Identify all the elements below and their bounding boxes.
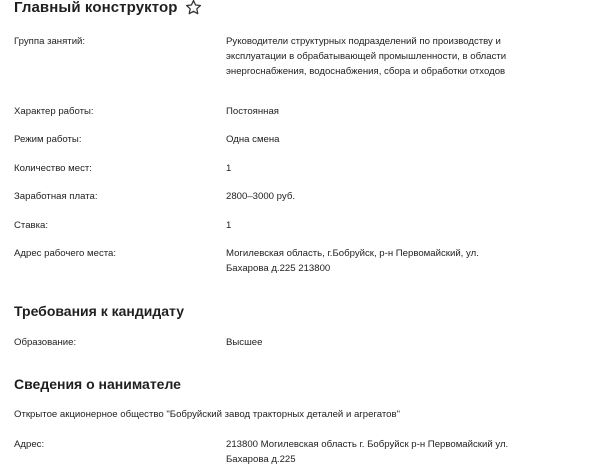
field-value: Высшее xyxy=(226,337,263,348)
field-value: Одна смена xyxy=(226,134,280,145)
field-value: Постоянная xyxy=(226,106,279,117)
field-label: Характер работы: xyxy=(14,106,94,117)
field-value: Руководители структурных подразделений по производству и эксплуатации в обрабатывающей промышленности, в области энергоснабжения, водоснабжения, сбора и обработки отходов xyxy=(226,36,507,77)
field-label: Группа занятий: xyxy=(14,36,86,47)
section-heading-employer: Сведения о нанимателе xyxy=(14,376,181,392)
field-value: 213800 Могилевская область г. Бобруйск р-н Первомайский ул. Бахарова д.225 xyxy=(226,439,509,465)
section-heading-requirements: Требования к кандидату xyxy=(14,303,185,319)
field-value: 1 xyxy=(226,163,232,174)
field-label: Заработная плата: xyxy=(14,191,98,202)
field-value: Могилевская область, г.Бобруйск, р-н Первомайский, ул. Бахарова д.225 213800 xyxy=(226,248,479,274)
field-label: Образование: xyxy=(14,337,77,348)
vacancy-title-row xyxy=(14,0,203,17)
field-value: 1 xyxy=(226,220,232,231)
field-label: Адрес рабочего места: xyxy=(14,248,117,259)
field-value: 2800–3000 руб. xyxy=(226,191,295,202)
field-label: Режим работы: xyxy=(14,134,82,145)
employer-name: Открытое акционерное общество "Бобруйский завод тракторных деталей и агрегатов" xyxy=(14,409,401,420)
vacancy-title: Главный конструктор xyxy=(14,0,178,16)
star-icon[interactable] xyxy=(184,0,203,17)
field-label: Адрес: xyxy=(14,439,45,450)
field-label: Количество мест: xyxy=(14,163,92,174)
field-label: Ставка: xyxy=(14,220,49,231)
